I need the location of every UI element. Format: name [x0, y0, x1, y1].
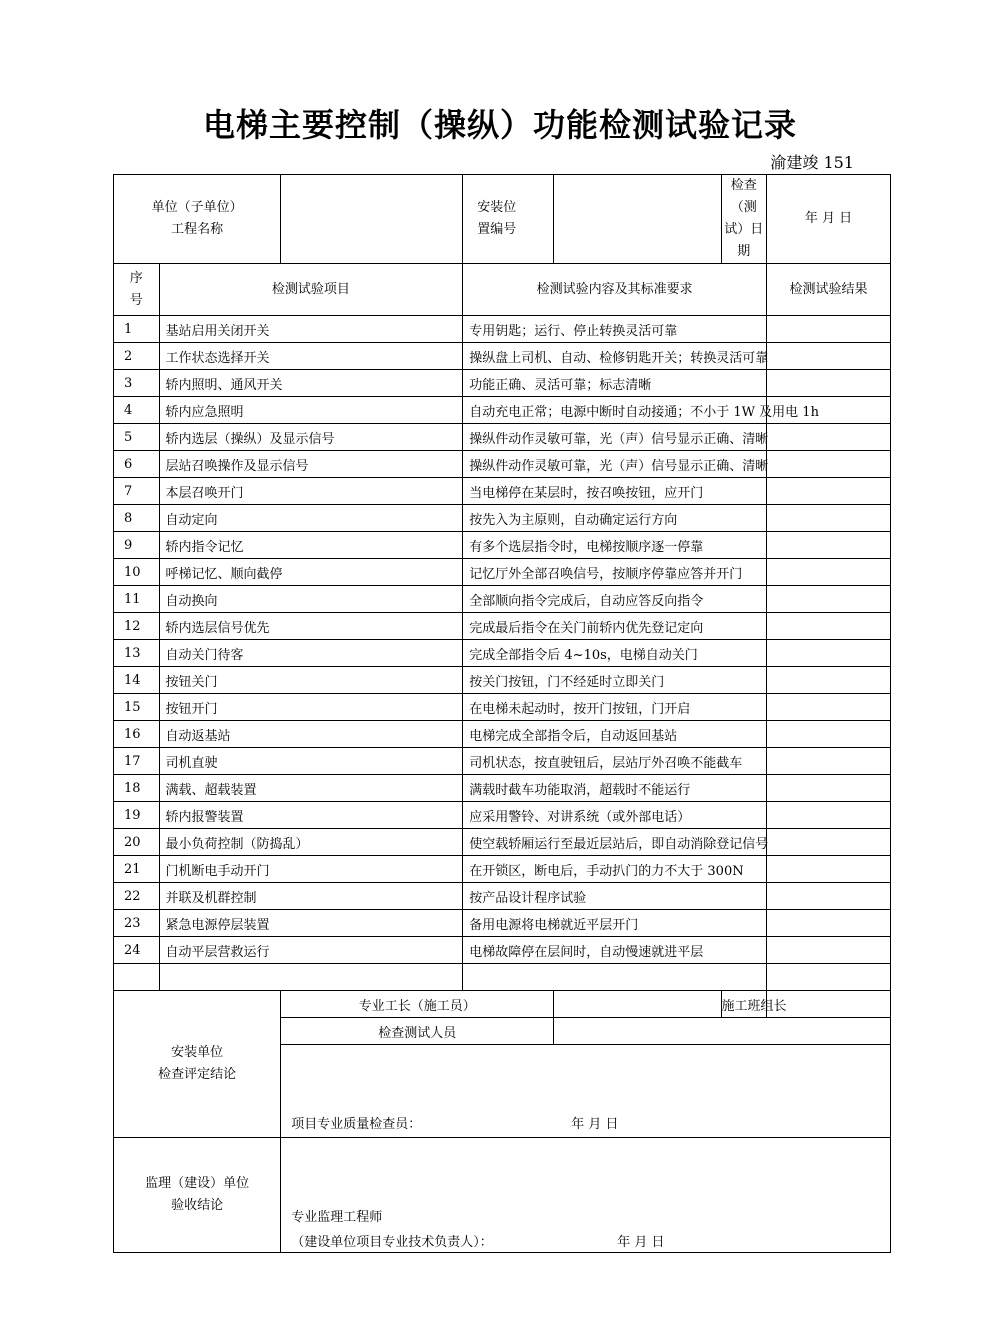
row-content: 按关门按钮，门不经延时立即关门 — [463, 667, 767, 694]
row-content: 应采用警铃、对讲系统（或外部电话） — [463, 802, 767, 829]
row-result-field[interactable] — [767, 721, 891, 748]
row-number: 17 — [114, 748, 160, 775]
row-result-field[interactable] — [767, 748, 891, 775]
row-content: 操纵盘上司机、自动、检修钥匙开关；转换灵活可靠 — [463, 343, 767, 370]
check-date-field[interactable]: 年 月 日 — [767, 175, 891, 264]
row-content: 完成最后指令在关门前轿内优先登记定向 — [463, 613, 767, 640]
row-item: 工作状态选择开关 — [159, 343, 463, 370]
table-row — [114, 316, 891, 343]
table-row — [114, 586, 891, 613]
inspection-record-table — [113, 174, 891, 1253]
check-label-line2: 试）日期 — [724, 222, 764, 259]
row-number: 2 — [114, 343, 160, 370]
table-row — [114, 613, 891, 640]
row-content: 全部顺向指令完成后，自动应答反向指令 — [463, 586, 767, 613]
supervision-label-line1: 监理（建设）单位 — [145, 1176, 250, 1191]
row-result-field[interactable] — [767, 694, 891, 721]
row-content: 按产品设计程序试验 — [463, 883, 767, 910]
table-row — [114, 343, 891, 370]
row-content: 电梯故障停在层间时，自动慢速就进平层 — [463, 937, 767, 964]
row-number: 18 — [114, 775, 160, 802]
unit-name-label — [114, 175, 281, 264]
row-result-field[interactable] — [767, 370, 891, 397]
supervision-unit-label — [114, 1138, 281, 1253]
inspector-label: 检查测试人员 — [281, 1018, 554, 1045]
empty-content-cell[interactable] — [463, 964, 767, 991]
row-item: 门机断电手动开门 — [159, 856, 463, 883]
install-conclusion-field[interactable] — [281, 1045, 891, 1138]
supervision-engineer-label: 专业监理工程师 — [291, 1210, 383, 1225]
table-row — [114, 532, 891, 559]
row-number: 15 — [114, 694, 160, 721]
row-number: 23 — [114, 910, 160, 937]
install-label-line2: 置编号 — [477, 222, 517, 237]
table-row — [114, 910, 891, 937]
row-content: 在开锁区，断电后，手动扒门的力不大于 300N — [463, 856, 767, 883]
install-unit-label — [114, 991, 281, 1138]
row-result-field[interactable] — [767, 775, 891, 802]
row-result-field[interactable] — [767, 505, 891, 532]
row-item: 基站启用关闭开关 — [159, 316, 463, 343]
row-item: 紧急电源停层装置 — [159, 910, 463, 937]
row-item: 满载、超载装置 — [159, 775, 463, 802]
row-content: 当电梯停在某层时，按召唤按钮，应开门 — [463, 478, 767, 505]
row-content: 记忆厅外全部召唤信号，按顺序停靠应答并开门 — [463, 559, 767, 586]
row-result-field[interactable] — [767, 343, 891, 370]
row-item: 轿内应急照明 — [159, 397, 463, 424]
row-item: 自动平层营救运行 — [159, 937, 463, 964]
unit-name-field[interactable] — [281, 175, 463, 264]
row-content: 自动充电正常；电源中断时自动接通；不小于 1W 及用电 1h — [463, 397, 767, 424]
row-content: 使空载轿厢运行至最近层站后，即自动消除登记信号 — [463, 829, 767, 856]
row-content: 操纵件动作灵敏可靠，光（声）信号显示正确、清晰 — [463, 424, 767, 451]
unit-label-line1: 单位（子单位） — [151, 200, 243, 215]
supervision-conclusion-field[interactable] — [281, 1138, 891, 1253]
table-row — [114, 856, 891, 883]
row-result-field[interactable] — [767, 910, 891, 937]
row-content: 在电梯未起动时，按开门按钮，门开启 — [463, 694, 767, 721]
supervision-row — [114, 1138, 891, 1253]
row-number: 20 — [114, 829, 160, 856]
row-number: 1 — [114, 316, 160, 343]
install-date: 年 月 日 — [571, 1117, 619, 1132]
table-row — [114, 748, 891, 775]
row-result-field[interactable] — [767, 586, 891, 613]
table-row — [114, 397, 891, 424]
row-number: 6 — [114, 451, 160, 478]
row-item: 自动关门待客 — [159, 640, 463, 667]
row-result-field[interactable] — [767, 667, 891, 694]
row-result-field[interactable] — [767, 316, 891, 343]
row-item: 轿内报警装置 — [159, 802, 463, 829]
row-content: 满载时截车功能取消，超载时不能运行 — [463, 775, 767, 802]
install-signature-row — [114, 991, 891, 1018]
row-result-field[interactable] — [767, 829, 891, 856]
row-item: 自动换向 — [159, 586, 463, 613]
supervision-label-line2: 验收结论 — [171, 1198, 224, 1213]
construction-tech-lead-label: （建设单位项目专业技术负责人）： — [291, 1235, 493, 1250]
seq-header-line1: 序 — [129, 270, 143, 286]
table-row — [114, 505, 891, 532]
column-header-row — [114, 264, 891, 316]
row-content: 电梯完成全部指令后，自动返回基站 — [463, 721, 767, 748]
row-item: 按钮关门 — [159, 667, 463, 694]
row-item: 按钮开门 — [159, 694, 463, 721]
row-number: 13 — [114, 640, 160, 667]
row-number: 8 — [114, 505, 160, 532]
row-item: 轿内选层信号优先 — [159, 613, 463, 640]
row-item: 层站召唤操作及显示信号 — [159, 451, 463, 478]
seq-header — [114, 264, 160, 316]
row-item: 自动定向 — [159, 505, 463, 532]
row-result-field[interactable] — [767, 883, 891, 910]
table-row — [114, 721, 891, 748]
row-content: 备用电源将电梯就近平层开门 — [463, 910, 767, 937]
empty-row — [114, 964, 891, 991]
row-content: 功能正确、灵活可靠；标志清晰 — [463, 370, 767, 397]
row-content: 按先入为主原则，自动确定运行方向 — [463, 505, 767, 532]
row-number: 10 — [114, 559, 160, 586]
row-number: 5 — [114, 424, 160, 451]
row-item: 轿内选层（操纵）及显示信号 — [159, 424, 463, 451]
table-row — [114, 802, 891, 829]
result-header: 检测试验结果 — [767, 264, 891, 316]
row-item: 并联及机群控制 — [159, 883, 463, 910]
install-unit-label-line1: 安装单位 — [171, 1045, 224, 1060]
page-title: 电梯主要控制（操纵）功能检测试验记录 — [202, 106, 797, 144]
seq-header-line2: 号 — [129, 292, 143, 308]
row-content: 有多个选层指令时，电梯按顺序逐一停靠 — [463, 532, 767, 559]
row-result-field[interactable] — [767, 856, 891, 883]
row-result-field[interactable] — [767, 424, 891, 451]
row-number: 11 — [114, 586, 160, 613]
row-number: 21 — [114, 856, 160, 883]
row-item: 本层召唤开门 — [159, 478, 463, 505]
foreman-signature-field[interactable] — [554, 991, 721, 1018]
inspector-signature-field[interactable] — [554, 1018, 891, 1045]
supervision-date: 年 月 日 — [617, 1235, 665, 1250]
empty-result-cell[interactable] — [767, 964, 891, 991]
row-number: 12 — [114, 613, 160, 640]
table-row — [114, 559, 891, 586]
table-row — [114, 883, 891, 910]
check-label-line1: 检查（测 — [730, 178, 757, 215]
row-number: 24 — [114, 937, 160, 964]
qc-inspector-label: 项目专业质量检查员： — [291, 1117, 422, 1132]
row-result-field[interactable] — [767, 532, 891, 559]
table-row — [114, 829, 891, 856]
row-number: 19 — [114, 802, 160, 829]
item-header: 检测试验项目 — [159, 264, 463, 316]
row-result-field[interactable] — [767, 478, 891, 505]
row-item: 轿内指令记忆 — [159, 532, 463, 559]
install-label-line1: 安装位 — [477, 200, 517, 215]
empty-item-cell[interactable] — [159, 964, 463, 991]
row-item: 轿内照明、通风开关 — [159, 370, 463, 397]
row-number: 16 — [114, 721, 160, 748]
row-result-field[interactable] — [767, 640, 891, 667]
row-number: 3 — [114, 370, 160, 397]
table-row — [114, 694, 891, 721]
foreman-label: 专业工长（施工员） — [281, 991, 554, 1018]
document-number: 渝建竣 151 — [770, 153, 854, 172]
row-content: 司机状态，按直驶钮后，层站厅外召唤不能截车 — [463, 748, 767, 775]
row-number: 14 — [114, 667, 160, 694]
table-row — [114, 775, 891, 802]
team-leader-text: 施工班组长 — [721, 998, 787, 1014]
check-date-label — [721, 175, 767, 264]
row-number: 7 — [114, 478, 160, 505]
table-row — [114, 937, 891, 964]
team-leader-label — [721, 991, 787, 1018]
row-result-field[interactable] — [767, 802, 891, 829]
unit-label-line2: 工程名称 — [171, 222, 224, 237]
row-result-field[interactable] — [767, 613, 891, 640]
table-row — [114, 478, 891, 505]
row-result-field[interactable] — [767, 937, 891, 964]
table-row — [114, 640, 891, 667]
table-row — [114, 451, 891, 478]
install-unit-label-line2: 检查评定结论 — [158, 1067, 237, 1082]
content-header: 检测试验内容及其标准要求 — [463, 264, 767, 316]
row-item: 呼梯记忆、顺向截停 — [159, 559, 463, 586]
row-item: 最小负荷控制（防捣乱） — [159, 829, 463, 856]
row-content: 完成全部指令后 4~10s，电梯自动关门 — [463, 640, 767, 667]
row-item: 自动返基站 — [159, 721, 463, 748]
row-number: 9 — [114, 532, 160, 559]
row-content: 专用钥匙；运行、停止转换灵活可靠 — [463, 316, 767, 343]
install-position-label — [463, 175, 554, 264]
table-row — [114, 424, 891, 451]
install-position-field[interactable] — [554, 175, 721, 264]
header-row — [114, 175, 891, 264]
empty-number-cell[interactable] — [114, 964, 160, 991]
row-number: 22 — [114, 883, 160, 910]
row-item: 司机直驶 — [159, 748, 463, 775]
row-result-field[interactable] — [767, 559, 891, 586]
table-row — [114, 370, 891, 397]
row-content: 操纵件动作灵敏可靠，光（声）信号显示正确、清晰 — [463, 451, 767, 478]
row-result-field[interactable] — [767, 451, 891, 478]
table-row — [114, 667, 891, 694]
row-number: 4 — [114, 397, 160, 424]
